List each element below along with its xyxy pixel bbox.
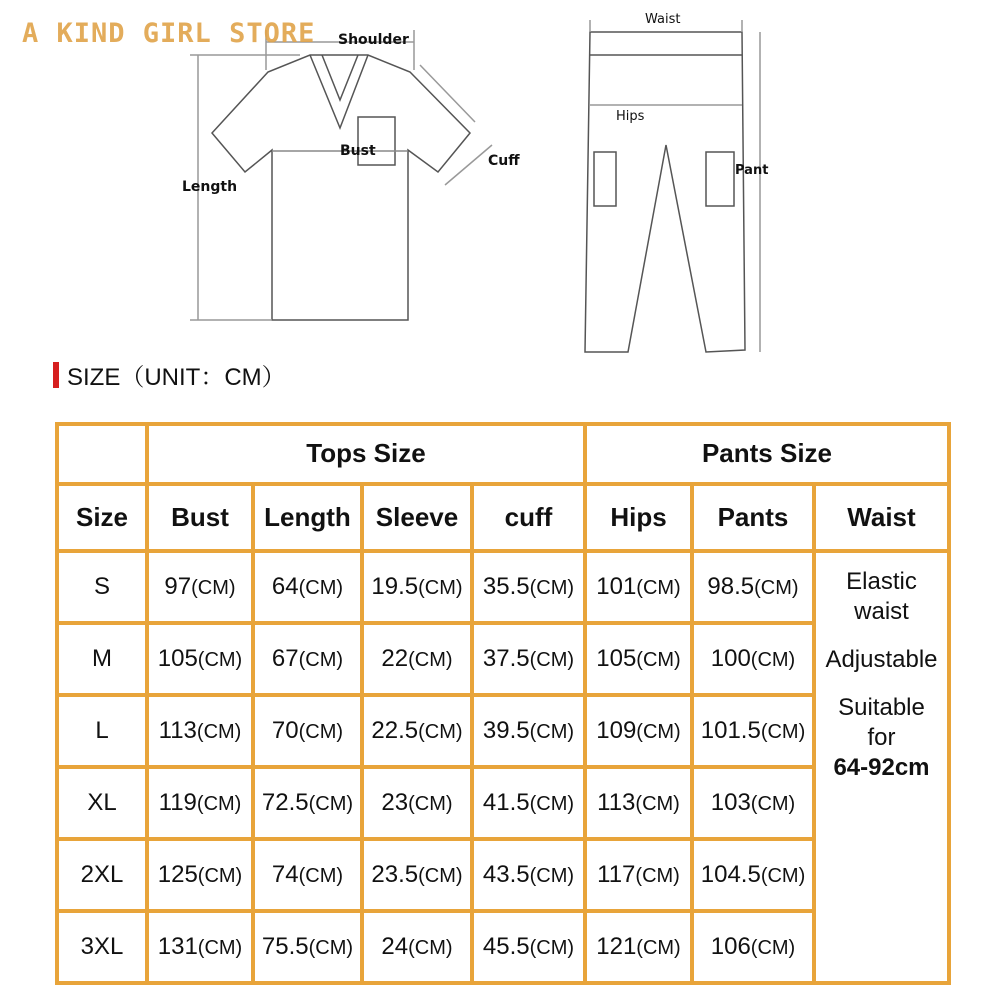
value: 75.5 (261, 932, 309, 960)
waist-note-line: for (867, 724, 896, 751)
value: 109 (596, 716, 637, 744)
sleeve-cell (362, 911, 472, 983)
length-cell (253, 623, 362, 695)
pants-cell (692, 911, 814, 983)
unit: (CM) (636, 936, 681, 959)
unit: (CM) (308, 936, 354, 959)
waist-note-line: waist (854, 598, 909, 625)
tops-size-header: Tops Size (147, 424, 585, 484)
length-cell (253, 767, 362, 839)
value: 41.5 (482, 788, 530, 816)
col-sleeve: Sleeve (362, 484, 472, 551)
sleeve-cell (362, 695, 472, 767)
unit: (CM) (529, 792, 575, 815)
sleeve-cell (362, 839, 472, 911)
cuff-cell (472, 695, 585, 767)
pants-cell (692, 695, 814, 767)
value: 117 (597, 860, 636, 888)
bust-cell (147, 767, 253, 839)
shoulder-label: Shoulder (338, 32, 409, 48)
column-header-row (57, 484, 949, 551)
hips-cell (585, 767, 692, 839)
bust-cell (147, 911, 253, 983)
value: 72.5 (261, 788, 309, 816)
unit: (CM) (191, 576, 236, 599)
unit: (CM) (298, 720, 344, 743)
unit: (CM) (760, 864, 806, 887)
value: 74 (271, 860, 299, 888)
store-watermark: A KIND GIRL STORE (22, 18, 316, 49)
pants-outline (585, 32, 745, 352)
bust-cell (147, 551, 253, 623)
unit: (CM) (196, 720, 242, 743)
bust-label: Bust (340, 143, 376, 159)
value: 35.5 (482, 572, 530, 600)
value: 113 (597, 788, 636, 816)
value: 97 (164, 572, 192, 600)
size-cell: M (57, 623, 147, 695)
hips-label: Hips (616, 109, 645, 124)
unit: (CM) (636, 648, 681, 671)
hips-cell (585, 695, 692, 767)
length-cell (253, 695, 362, 767)
waist-note-line: Adjustable (825, 646, 938, 673)
waist-note-line: 64-92cm (833, 754, 930, 781)
value: 39.5 (482, 716, 530, 744)
waist-note-cell (814, 551, 949, 983)
col-waist: Waist (814, 484, 949, 551)
value: 131 (157, 932, 198, 960)
value: 23 (381, 788, 409, 816)
value: 70 (271, 716, 299, 744)
unit: (CM) (418, 864, 463, 887)
unit: (CM) (408, 792, 453, 815)
value: 23.5 (371, 860, 419, 888)
pants-cell (692, 839, 814, 911)
cuff-cell (472, 911, 585, 983)
hips-cell (585, 839, 692, 911)
cuff-cell (472, 767, 585, 839)
col-size: Size (57, 484, 147, 551)
col-pants: Pants (692, 484, 814, 551)
unit: (CM) (636, 576, 681, 599)
table-row (57, 551, 949, 623)
unit: (CM) (750, 792, 796, 815)
waist-note-line: Suitable (838, 694, 925, 721)
size-section-title (53, 357, 286, 392)
value: 106 (710, 932, 751, 960)
size-cell: S (57, 551, 147, 623)
unit: (CM) (529, 936, 575, 959)
value: 43.5 (482, 860, 530, 888)
unit: (CM) (298, 576, 344, 599)
value: 67 (271, 644, 299, 672)
pants-cell (692, 623, 814, 695)
value: 119 (158, 788, 197, 816)
value: 24 (381, 932, 409, 960)
unit: (CM) (750, 648, 796, 671)
unit: (CM) (197, 936, 243, 959)
garment-illustration (0, 0, 1000, 360)
col-cuff: cuff (472, 484, 585, 551)
size-table (55, 422, 951, 985)
value: 121 (596, 932, 637, 960)
unit: (CM) (760, 720, 806, 743)
unit: (CM) (750, 936, 796, 959)
waist-note-line: Elastic (846, 568, 917, 595)
hips-cell (585, 911, 692, 983)
cuff-cell (472, 623, 585, 695)
value: 103 (710, 788, 751, 816)
sleeve-cell (362, 623, 472, 695)
value: 45.5 (482, 932, 530, 960)
unit: (CM) (635, 864, 680, 887)
value: 113 (158, 716, 197, 744)
group-header-row (57, 424, 949, 484)
value: 101.5 (700, 716, 761, 744)
unit: (CM) (308, 792, 354, 815)
bust-cell (147, 839, 253, 911)
value: 22 (381, 644, 409, 672)
unit: (CM) (298, 864, 344, 887)
length-cell (253, 551, 362, 623)
value: 104.5 (700, 860, 761, 888)
unit: (CM) (418, 720, 463, 743)
col-bust: Bust (147, 484, 253, 551)
size-cell: 2XL (57, 839, 147, 911)
unit: (CM) (754, 576, 799, 599)
pants-cell (692, 767, 814, 839)
col-length: Length (253, 484, 362, 551)
value: 125 (157, 860, 198, 888)
cuff-cell (472, 551, 585, 623)
unit: (CM) (636, 720, 681, 743)
cuff-cell (472, 839, 585, 911)
value: 105 (157, 644, 198, 672)
value: 64 (271, 572, 299, 600)
hips-cell (585, 551, 692, 623)
corner-cell (57, 424, 147, 484)
bust-cell (147, 695, 253, 767)
unit: (CM) (418, 576, 463, 599)
pants-size-header: Pants Size (585, 424, 949, 484)
value: 22.5 (371, 716, 419, 744)
cuff-label: Cuff (488, 153, 520, 169)
value: 37.5 (482, 644, 530, 672)
unit: (CM) (408, 648, 453, 671)
unit: (CM) (196, 792, 242, 815)
hips-cell (585, 623, 692, 695)
unit: (CM) (408, 936, 453, 959)
pant-label: Pant (735, 163, 769, 178)
accent-bar (53, 362, 59, 388)
unit: (CM) (635, 792, 680, 815)
value: 19.5 (371, 572, 419, 600)
size-title-text: SIZE（UNIT：CM） (67, 364, 286, 391)
unit: (CM) (529, 720, 575, 743)
value: 98.5 (707, 572, 755, 600)
length-label: Length (182, 179, 238, 195)
unit: (CM) (529, 648, 575, 671)
value: 100 (710, 644, 751, 672)
size-cell: 3XL (57, 911, 147, 983)
sleeve-cell (362, 767, 472, 839)
unit: (CM) (529, 576, 575, 599)
length-cell (253, 839, 362, 911)
col-hips: Hips (585, 484, 692, 551)
bust-cell (147, 623, 253, 695)
size-cell: L (57, 695, 147, 767)
value: 105 (596, 644, 637, 672)
value: 101 (596, 572, 637, 600)
waist-label: Waist (645, 12, 681, 27)
size-cell: XL (57, 767, 147, 839)
unit: (CM) (197, 864, 243, 887)
unit: (CM) (298, 648, 344, 671)
shirt-outline (212, 55, 470, 320)
length-cell (253, 911, 362, 983)
unit: (CM) (529, 864, 575, 887)
pants-cell (692, 551, 814, 623)
sleeve-cell (362, 551, 472, 623)
unit: (CM) (197, 648, 243, 671)
